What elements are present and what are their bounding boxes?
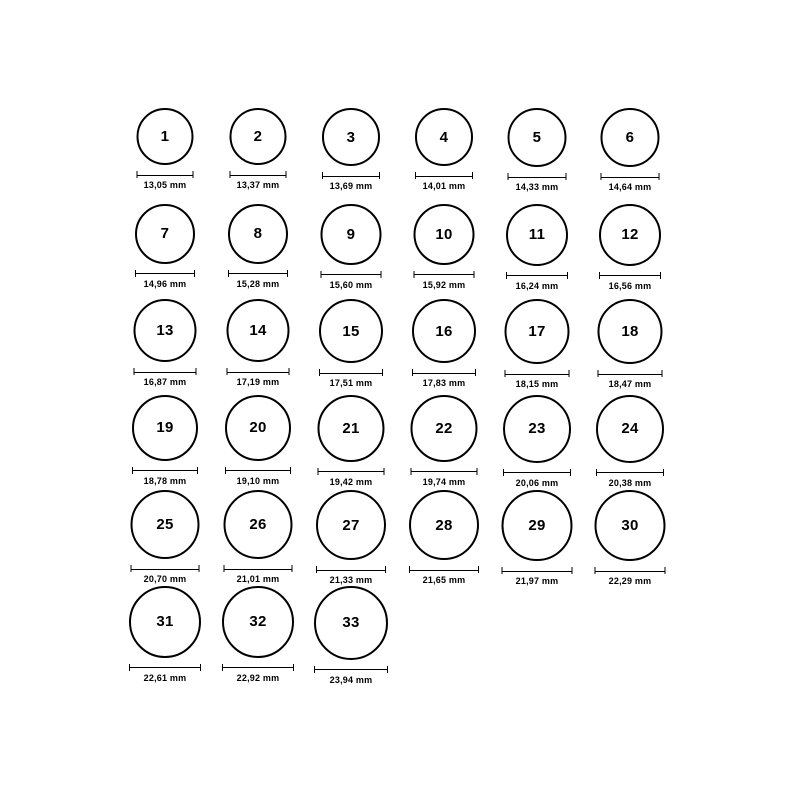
dimension-line-icon	[601, 173, 660, 180]
dimension-indicator	[411, 468, 478, 487]
ring-size-item	[487, 204, 587, 292]
ring-size-item	[394, 204, 494, 292]
ring-size-item	[115, 299, 215, 387]
ring-diameter-label: 18,15 mm	[515, 379, 559, 389]
ring-size-number: 16	[435, 322, 453, 340]
ring-diameter-label: 14,33 mm	[515, 182, 559, 192]
ring-size-number: 23	[528, 420, 546, 437]
ring-diameter-label: 23,94 mm	[329, 674, 373, 685]
ring-size-number: 9	[346, 225, 356, 243]
dimension-line-icon	[228, 270, 288, 277]
ring-size-item	[301, 108, 401, 196]
ring-circle	[314, 586, 388, 660]
dimension-line-icon	[409, 566, 479, 573]
ring-circle	[508, 108, 567, 167]
ring-size-number: 27	[342, 516, 360, 534]
dimension-indicator	[595, 567, 666, 586]
ring-size-number: 3	[346, 128, 356, 146]
ring-size-number: 2	[253, 128, 263, 145]
dimension-indicator	[322, 172, 380, 191]
ring-circle	[318, 395, 385, 462]
dimension-indicator	[222, 664, 294, 683]
dimension-line-icon	[319, 369, 383, 376]
dimension-indicator	[314, 666, 388, 685]
ring-circle	[502, 490, 573, 561]
ring-size-number: 12	[621, 226, 639, 243]
ring-size-number: 11	[528, 226, 546, 243]
dimension-line-icon	[135, 270, 195, 277]
dimension-indicator	[137, 171, 194, 190]
ring-size-number: 13	[156, 322, 174, 339]
ring-size-item	[580, 395, 680, 488]
ring-size-item	[487, 299, 587, 387]
ring-diameter-label: 16,24 mm	[515, 280, 559, 291]
ring-size-item	[208, 395, 308, 486]
ring-size-item	[580, 108, 680, 196]
ring-circle	[131, 490, 200, 559]
ring-diameter-label: 22,92 mm	[236, 672, 280, 683]
dimension-line-icon	[132, 467, 198, 474]
dimension-indicator	[134, 368, 197, 387]
ring-diameter-label: 22,61 mm	[143, 672, 187, 683]
ring-diameter-label: 20,06 mm	[515, 477, 559, 488]
ring-circle	[599, 204, 661, 266]
ring-size-item	[208, 108, 308, 196]
ring-diameter-label: 19,74 mm	[422, 476, 466, 487]
ring-size-number: 19	[156, 419, 174, 436]
dimension-indicator	[503, 469, 571, 488]
dimension-indicator	[228, 270, 288, 289]
ring-size-item	[394, 108, 494, 196]
dimension-line-icon	[316, 566, 386, 573]
ring-size-number: 24	[621, 420, 639, 437]
dimension-indicator	[227, 368, 290, 387]
dimension-indicator	[412, 369, 476, 388]
ring-circle	[414, 204, 475, 265]
ring-size-number: 18	[621, 323, 639, 340]
ring-size-item	[580, 299, 680, 387]
ring-circle	[411, 395, 478, 462]
dimension-indicator	[319, 369, 383, 388]
ring-circle	[503, 395, 571, 463]
dimension-line-icon	[595, 567, 666, 574]
ring-circle	[412, 299, 476, 363]
ring-diameter-label: 16,87 mm	[143, 377, 187, 387]
ring-diameter-label: 14,96 mm	[143, 278, 187, 289]
dimension-indicator	[409, 566, 479, 585]
dimension-line-icon	[137, 171, 194, 178]
dimension-indicator	[415, 172, 473, 191]
dimension-indicator	[598, 370, 663, 389]
dimension-indicator	[135, 270, 195, 289]
dimension-indicator	[132, 467, 198, 486]
ring-size-number: 6	[625, 129, 635, 146]
dimension-line-icon	[134, 368, 197, 375]
ring-size-number: 10	[435, 225, 453, 243]
dimension-indicator	[318, 468, 385, 487]
dimension-line-icon	[314, 666, 388, 673]
ring-size-number: 4	[439, 128, 449, 146]
ring-diameter-label: 17,19 mm	[236, 377, 280, 387]
ring-circle	[319, 299, 383, 363]
ring-circle	[409, 490, 479, 560]
dimension-indicator	[129, 664, 201, 683]
ring-size-item	[394, 395, 494, 487]
ring-size-number: 32	[249, 613, 267, 630]
ring-size-number: 25	[156, 516, 174, 533]
ring-size-number: 8	[253, 225, 263, 242]
ring-circle	[321, 204, 382, 265]
ring-size-item	[115, 586, 215, 683]
dimension-indicator	[599, 272, 661, 291]
dimension-line-icon	[322, 172, 380, 179]
ring-size-number: 17	[528, 323, 546, 340]
ring-size-item	[580, 204, 680, 292]
ring-size-item	[115, 395, 215, 486]
ring-size-number: 31	[156, 613, 174, 630]
ring-size-number: 33	[342, 614, 360, 631]
ring-circle	[505, 299, 570, 364]
ring-circle	[316, 490, 386, 560]
ring-circle	[129, 586, 201, 658]
ring-circle	[322, 108, 380, 166]
ring-size-number: 7	[160, 225, 170, 242]
ring-diameter-label: 18,47 mm	[608, 379, 652, 389]
ring-diameter-label: 21,65 mm	[422, 575, 466, 585]
ring-size-item	[301, 204, 401, 292]
dimension-line-icon	[321, 271, 382, 278]
ring-diameter-label: 15,28 mm	[236, 278, 280, 289]
ring-circle	[230, 108, 287, 165]
ring-circle	[601, 108, 660, 167]
ring-diameter-label: 20,38 mm	[608, 477, 652, 488]
dimension-indicator	[230, 171, 287, 190]
ring-diameter-label: 16,56 mm	[608, 280, 652, 291]
dimension-line-icon	[505, 370, 570, 377]
dimension-line-icon	[129, 664, 201, 671]
ring-diameter-label: 15,60 mm	[329, 279, 373, 290]
dimension-indicator	[225, 467, 291, 486]
ring-diameter-label: 13,69 mm	[329, 181, 373, 191]
ring-size-number: 1	[160, 128, 170, 145]
dimension-indicator	[131, 565, 200, 584]
ring-diameter-label: 13,05 mm	[143, 180, 187, 190]
ring-diameter-label: 17,51 mm	[329, 378, 373, 388]
ring-diameter-label: 21,33 mm	[329, 575, 373, 585]
ring-circle	[222, 586, 294, 658]
dimension-line-icon	[502, 567, 573, 574]
dimension-line-icon	[131, 565, 200, 572]
ring-size-item	[208, 586, 308, 683]
dimension-line-icon	[508, 173, 567, 180]
ring-circle	[415, 108, 473, 166]
ring-diameter-label: 15,92 mm	[422, 279, 466, 290]
ring-diameter-label: 13,37 mm	[236, 180, 280, 190]
ring-circle	[132, 395, 198, 461]
ring-circle	[135, 204, 195, 264]
dimension-indicator	[414, 271, 475, 290]
ring-diameter-label: 18,78 mm	[143, 475, 187, 486]
ring-circle	[228, 204, 288, 264]
ring-size-number: 30	[621, 517, 639, 534]
dimension-indicator	[505, 370, 570, 389]
ring-circle	[506, 204, 568, 266]
ring-circle	[596, 395, 664, 463]
dimension-indicator	[316, 566, 386, 585]
dimension-line-icon	[222, 664, 294, 671]
dimension-line-icon	[598, 370, 663, 377]
dimension-line-icon	[414, 271, 475, 278]
dimension-indicator	[321, 271, 382, 290]
ring-diameter-label: 21,97 mm	[515, 576, 559, 586]
ring-diameter-label: 14,64 mm	[608, 182, 652, 192]
ring-size-number: 29	[528, 517, 546, 534]
ring-size-item	[301, 299, 401, 387]
ring-size-item	[208, 490, 308, 584]
ring-size-item	[301, 395, 401, 487]
dimension-line-icon	[412, 369, 476, 376]
ring-circle	[225, 395, 291, 461]
ring-size-item	[115, 108, 215, 196]
dimension-line-icon	[599, 272, 661, 279]
dimension-line-icon	[415, 172, 473, 179]
ring-size-item	[208, 204, 308, 292]
ring-circle	[134, 299, 197, 362]
ring-size-number: 5	[532, 129, 542, 146]
ring-circle	[227, 299, 290, 362]
ring-size-item	[580, 490, 680, 586]
dimension-line-icon	[596, 469, 664, 476]
ring-size-item	[487, 395, 587, 488]
ring-size-item	[394, 299, 494, 387]
ring-diameter-label: 14,01 mm	[422, 181, 466, 191]
dimension-line-icon	[318, 468, 385, 475]
ring-circle	[137, 108, 194, 165]
dimension-indicator	[508, 173, 567, 192]
ring-circle	[595, 490, 666, 561]
ring-diameter-label: 17,83 mm	[422, 378, 466, 388]
ring-size-item	[301, 490, 401, 585]
dimension-indicator	[224, 565, 293, 584]
ring-diameter-label: 21,01 mm	[236, 574, 280, 584]
ring-circle	[598, 299, 663, 364]
dimension-line-icon	[225, 467, 291, 474]
ring-diameter-label: 19,10 mm	[236, 475, 280, 486]
dimension-line-icon	[506, 272, 568, 279]
ring-size-item	[487, 108, 587, 196]
ring-size-number: 22	[435, 419, 453, 437]
dimension-line-icon	[411, 468, 478, 475]
ring-diameter-label: 22,29 mm	[608, 576, 652, 586]
ring-size-item	[394, 490, 494, 585]
dimension-line-icon	[230, 171, 287, 178]
ring-size-item	[115, 490, 215, 584]
ring-diameter-label: 20,70 mm	[143, 574, 187, 584]
ring-size-number: 28	[435, 516, 453, 534]
dimension-line-icon	[224, 565, 293, 572]
ring-size-number: 20	[249, 419, 267, 436]
ring-diameter-label: 19,42 mm	[329, 476, 373, 487]
ring-size-item	[115, 204, 215, 292]
dimension-line-icon	[503, 469, 571, 476]
ring-size-number: 15	[342, 322, 360, 340]
dimension-indicator	[596, 469, 664, 488]
ring-size-item	[487, 490, 587, 586]
dimension-indicator	[502, 567, 573, 586]
dimension-indicator	[506, 272, 568, 291]
ring-circle	[224, 490, 293, 559]
ring-size-number: 14	[249, 322, 267, 339]
ring-size-item	[208, 299, 308, 387]
dimension-line-icon	[227, 368, 290, 375]
dimension-indicator	[601, 173, 660, 192]
ring-size-number: 21	[342, 419, 360, 437]
ring-size-item	[301, 586, 401, 685]
ring-size-number: 26	[249, 516, 267, 533]
